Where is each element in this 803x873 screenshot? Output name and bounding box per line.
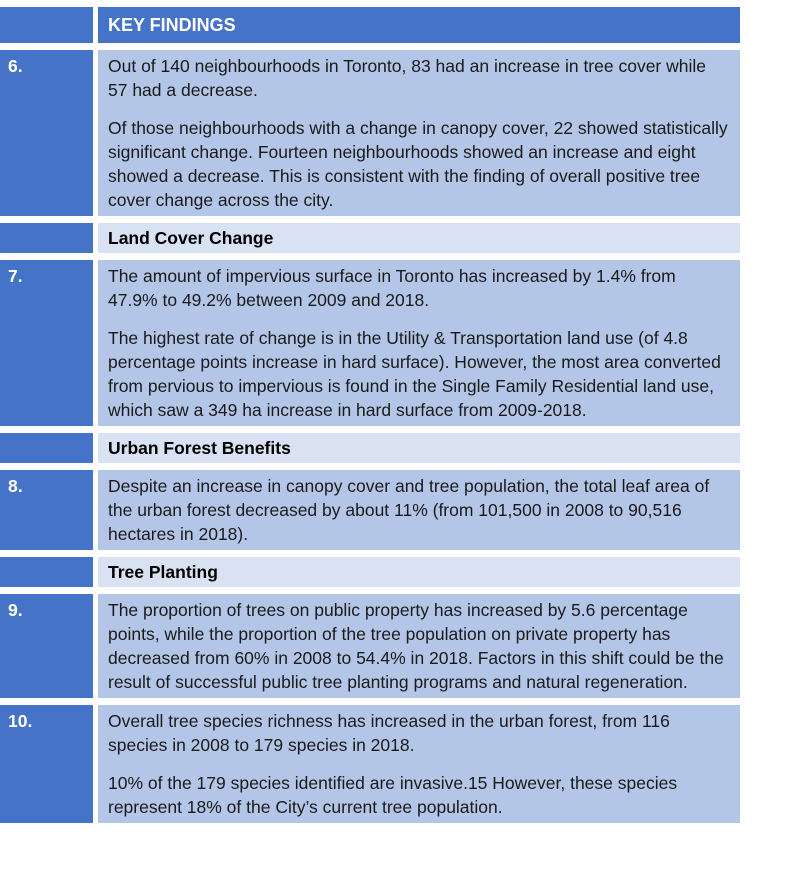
finding-paragraph: 10% of the 179 species identified are invasive.15 However, these species represent 18% of the City’s current tree population. [108, 773, 678, 817]
section-header: Urban Forest Benefits [98, 433, 740, 463]
finding-paragraph: Despite an increase in canopy cover and tree population, the total leaf area of the urban forest decreased by about 11% (from 101,500 in 2008 to 90,516 hectares in 2018). [108, 476, 710, 544]
finding-text [98, 470, 740, 550]
finding-number: 8. [0, 470, 93, 550]
finding-number: 10. [0, 705, 93, 823]
finding-paragraph: Overall tree species richness has increased in the urban forest, from 116 species in 2008 to 179 species in 2018. [108, 711, 670, 755]
finding-text [98, 705, 740, 823]
header-number-cell [0, 7, 93, 43]
finding-text [98, 260, 740, 426]
section-header: Tree Planting [98, 557, 740, 587]
finding-text [98, 594, 740, 698]
section-number-cell [0, 223, 93, 253]
finding-paragraph: Of those neighbourhoods with a change in canopy cover, 22 showed statistically significant change. Fourteen neighbourhoods showed an increase and eight showed a decrease. This is consistent with the finding of overall positive tree cover change across the city. [108, 118, 728, 210]
key-findings-header: KEY FINDINGS [98, 7, 740, 43]
section-header: Land Cover Change [98, 223, 740, 253]
finding-text [98, 50, 740, 216]
finding-paragraph: The proportion of trees on public property has increased by 5.6 percentage points, while the proportion of the tree population on private property has decreased from 60% in 2008 to 54.4% in 2018. Factors in this shift could be the result of successful public tree planting programs and natural regeneration. [108, 600, 724, 692]
finding-paragraph: The amount of impervious surface in Toronto has increased by 1.4% from 47.9% to 49.2% between 2009 and 2018. [108, 266, 676, 310]
finding-paragraph: Out of 140 neighbourhoods in Toronto, 83 had an increase in tree cover while 57 had a decrease. [108, 56, 706, 100]
finding-number: 6. [0, 50, 93, 216]
finding-paragraph: The highest rate of change is in the Utility & Transportation land use (of 4.8 percentage points increase in hard surface). However, the most area converted from pervious to impervious is found in the Single Family Residential land use, which saw a 349 ha increase in hard surface from 2009-2018. [108, 328, 721, 420]
section-number-cell [0, 557, 93, 587]
finding-number: 7. [0, 260, 93, 426]
finding-number: 9. [0, 594, 93, 698]
section-number-cell [0, 433, 93, 463]
